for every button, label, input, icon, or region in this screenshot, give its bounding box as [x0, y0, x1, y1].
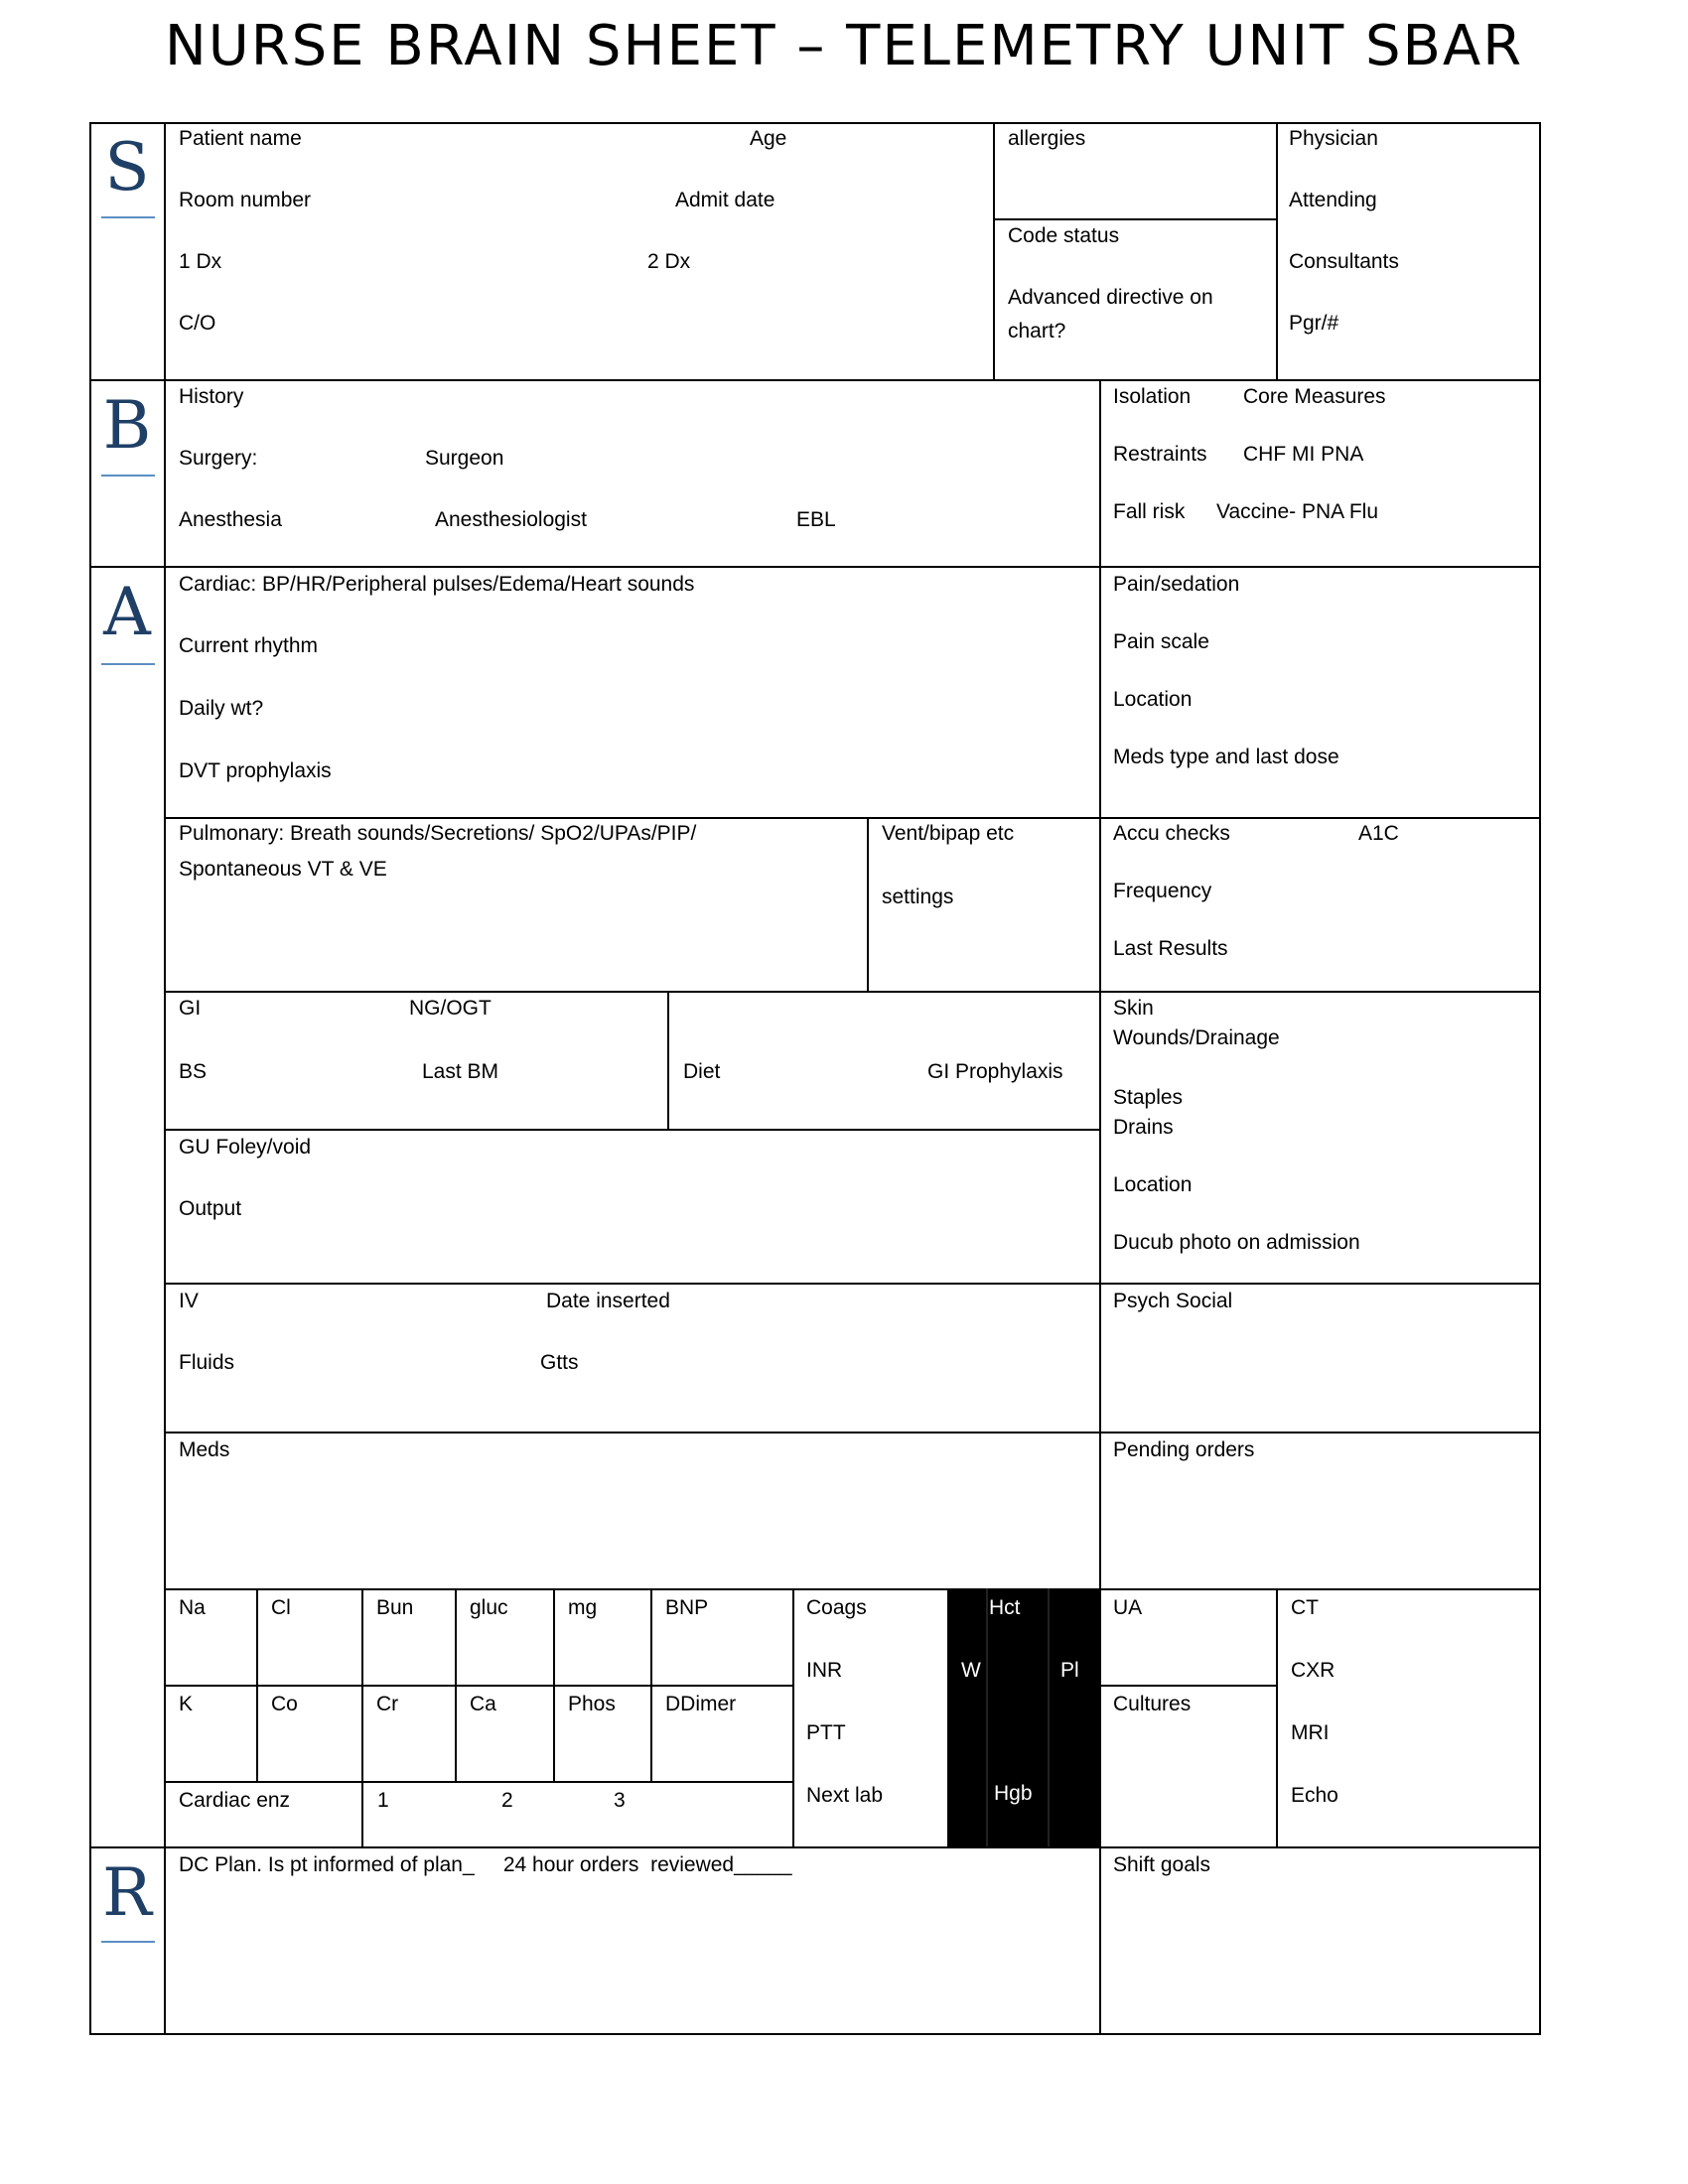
cbc-box — [947, 1588, 1099, 1846]
label-last-bm: Last BM — [422, 1060, 499, 1083]
label-dc-plan: DC Plan. Is pt informed of plan_ 24 hour orders reviewed_____ — [179, 1853, 792, 1876]
lab-ptt: PTT — [806, 1721, 846, 1744]
label-a1c: A1C — [1358, 822, 1399, 845]
label-advanced-directive: Advanced directive on — [1008, 286, 1213, 309]
label-meds: Meds — [179, 1438, 230, 1461]
label-history: History — [179, 385, 244, 408]
letter-s: S — [104, 129, 150, 205]
label-anesthesia: Anesthesia — [179, 508, 282, 531]
letter-a: A — [103, 574, 151, 650]
label-isolation: Isolation — [1113, 385, 1192, 408]
label-output: Output — [179, 1197, 242, 1220]
label-accu-checks: Accu checks — [1113, 822, 1230, 845]
lab-cultures: Cultures — [1113, 1693, 1192, 1715]
label-current-rhythm: Current rhythm — [179, 634, 319, 657]
label-staples: Staples — [1113, 1086, 1184, 1109]
label-surgeon: Surgeon — [425, 447, 504, 470]
label-dx2: 2 Dx — [647, 250, 691, 273]
label-anesthesiologist: Anesthesiologist — [435, 508, 587, 531]
label-fall-risk: Fall risk — [1113, 500, 1186, 523]
label-psych-social: Psych Social — [1113, 1290, 1233, 1312]
label-meds-type: Meds type and last dose — [1113, 746, 1339, 768]
label-vaccine: Vaccine- PNA Flu — [1216, 500, 1379, 523]
label-core-measures: Core Measures — [1243, 385, 1386, 408]
label-room-number: Room number — [179, 189, 312, 211]
label-pulmonary: Pulmonary: Breath sounds/Secretions/ SpO2/UPAs/PIP/ — [179, 822, 697, 845]
lab-w: W — [961, 1659, 981, 1682]
lab-k: K — [179, 1693, 194, 1715]
label-allergies: allergies — [1008, 127, 1086, 150]
label-chf-mi-pna: CHF MI PNA — [1243, 443, 1364, 466]
label-physician: Physician — [1289, 127, 1378, 150]
lab-hct: Hct — [989, 1596, 1021, 1619]
label-dvt: DVT prophylaxis — [179, 759, 332, 782]
label-date-inserted: Date inserted — [546, 1290, 670, 1312]
letter-b: B — [102, 387, 152, 464]
label-ng-ogt: NG/OGT — [409, 997, 492, 1020]
label-restraints: Restraints — [1113, 443, 1207, 466]
label-patient-name: Patient name — [179, 127, 302, 150]
lab-enz-3: 3 — [614, 1789, 626, 1812]
lab-enz-2: 2 — [501, 1789, 513, 1812]
lab-cr: Cr — [376, 1693, 399, 1715]
label-gi: GI — [179, 997, 202, 1020]
lab-na: Na — [179, 1596, 206, 1619]
lab-inr: INR — [806, 1659, 843, 1682]
label-consultants: Consultants — [1289, 250, 1399, 273]
label-cardiac: Cardiac: BP/HR/Peripheral pulses/Edema/Heart sounds — [179, 573, 695, 596]
lab-hgb: Hgb — [994, 1782, 1033, 1805]
label-age: Age — [750, 127, 787, 150]
label-fluids: Fluids — [179, 1351, 235, 1374]
label-attending: Attending — [1289, 189, 1377, 211]
label-dx1: 1 Dx — [179, 250, 222, 273]
lab-co: Co — [271, 1693, 298, 1715]
lab-enz-1: 1 — [377, 1789, 389, 1812]
label-ducub: Ducub photo on admission — [1113, 1231, 1360, 1254]
lab-gluc: gluc — [470, 1596, 508, 1619]
label-co: C/O — [179, 312, 216, 335]
lab-ua: UA — [1113, 1596, 1143, 1619]
label-pending-orders: Pending orders — [1113, 1438, 1255, 1461]
lab-mg: mg — [568, 1596, 598, 1619]
page-title: NURSE BRAIN SHEET – TELEMETRY UNIT SBAR — [164, 14, 1524, 78]
lab-cl: Cl — [271, 1596, 291, 1619]
label-wounds: Wounds/Drainage — [1113, 1026, 1280, 1049]
label-gtts: Gtts — [540, 1351, 579, 1374]
lab-next-lab: Next lab — [806, 1784, 884, 1807]
lab-ct: CT — [1291, 1596, 1319, 1619]
lab-cxr: CXR — [1291, 1659, 1336, 1682]
label-pain-location: Location — [1113, 688, 1193, 711]
lab-cardiac-enz: Cardiac enz — [179, 1789, 291, 1812]
lab-ca: Ca — [470, 1693, 496, 1715]
lab-mri: MRI — [1291, 1721, 1330, 1744]
lab-phos: Phos — [568, 1693, 616, 1715]
lab-pl: Pl — [1060, 1659, 1079, 1682]
label-daily-wt: Daily wt? — [179, 697, 264, 720]
label-ebl: EBL — [796, 508, 836, 531]
label-diet: Diet — [683, 1060, 721, 1083]
label-pain-sedation: Pain/sedation — [1113, 573, 1240, 596]
label-frequency: Frequency — [1113, 880, 1212, 902]
sbar-table — [89, 122, 1541, 2035]
lab-coags: Coags — [806, 1596, 867, 1619]
letter-r: R — [102, 1854, 152, 1931]
label-gu: GU Foley/void — [179, 1136, 312, 1159]
label-pulmonary-2: Spontaneous VT & VE — [179, 858, 387, 881]
label-admit-date: Admit date — [675, 189, 775, 211]
label-skin-location: Location — [1113, 1173, 1193, 1196]
label-bs: BS — [179, 1060, 208, 1083]
label-pain-scale: Pain scale — [1113, 630, 1209, 653]
lab-bun: Bun — [376, 1596, 414, 1619]
label-surgery: Surgery: — [179, 447, 258, 470]
label-vent: Vent/bipap etc — [882, 822, 1015, 845]
label-shift-goals: Shift goals — [1113, 1853, 1211, 1876]
label-gi-prophylaxis: GI Prophylaxis — [927, 1060, 1063, 1083]
lab-ddimer: DDimer — [665, 1693, 737, 1715]
lab-bnp: BNP — [665, 1596, 709, 1619]
label-skin: Skin — [1113, 997, 1154, 1020]
label-drains: Drains — [1113, 1116, 1174, 1139]
label-code-status: Code status — [1008, 224, 1120, 247]
label-advanced-directive-2: chart? — [1008, 320, 1066, 342]
lab-echo: Echo — [1291, 1784, 1338, 1807]
label-iv: IV — [179, 1290, 199, 1312]
label-pgr: Pgr/# — [1289, 312, 1339, 335]
label-settings: settings — [882, 886, 954, 908]
label-last-results: Last Results — [1113, 937, 1228, 960]
